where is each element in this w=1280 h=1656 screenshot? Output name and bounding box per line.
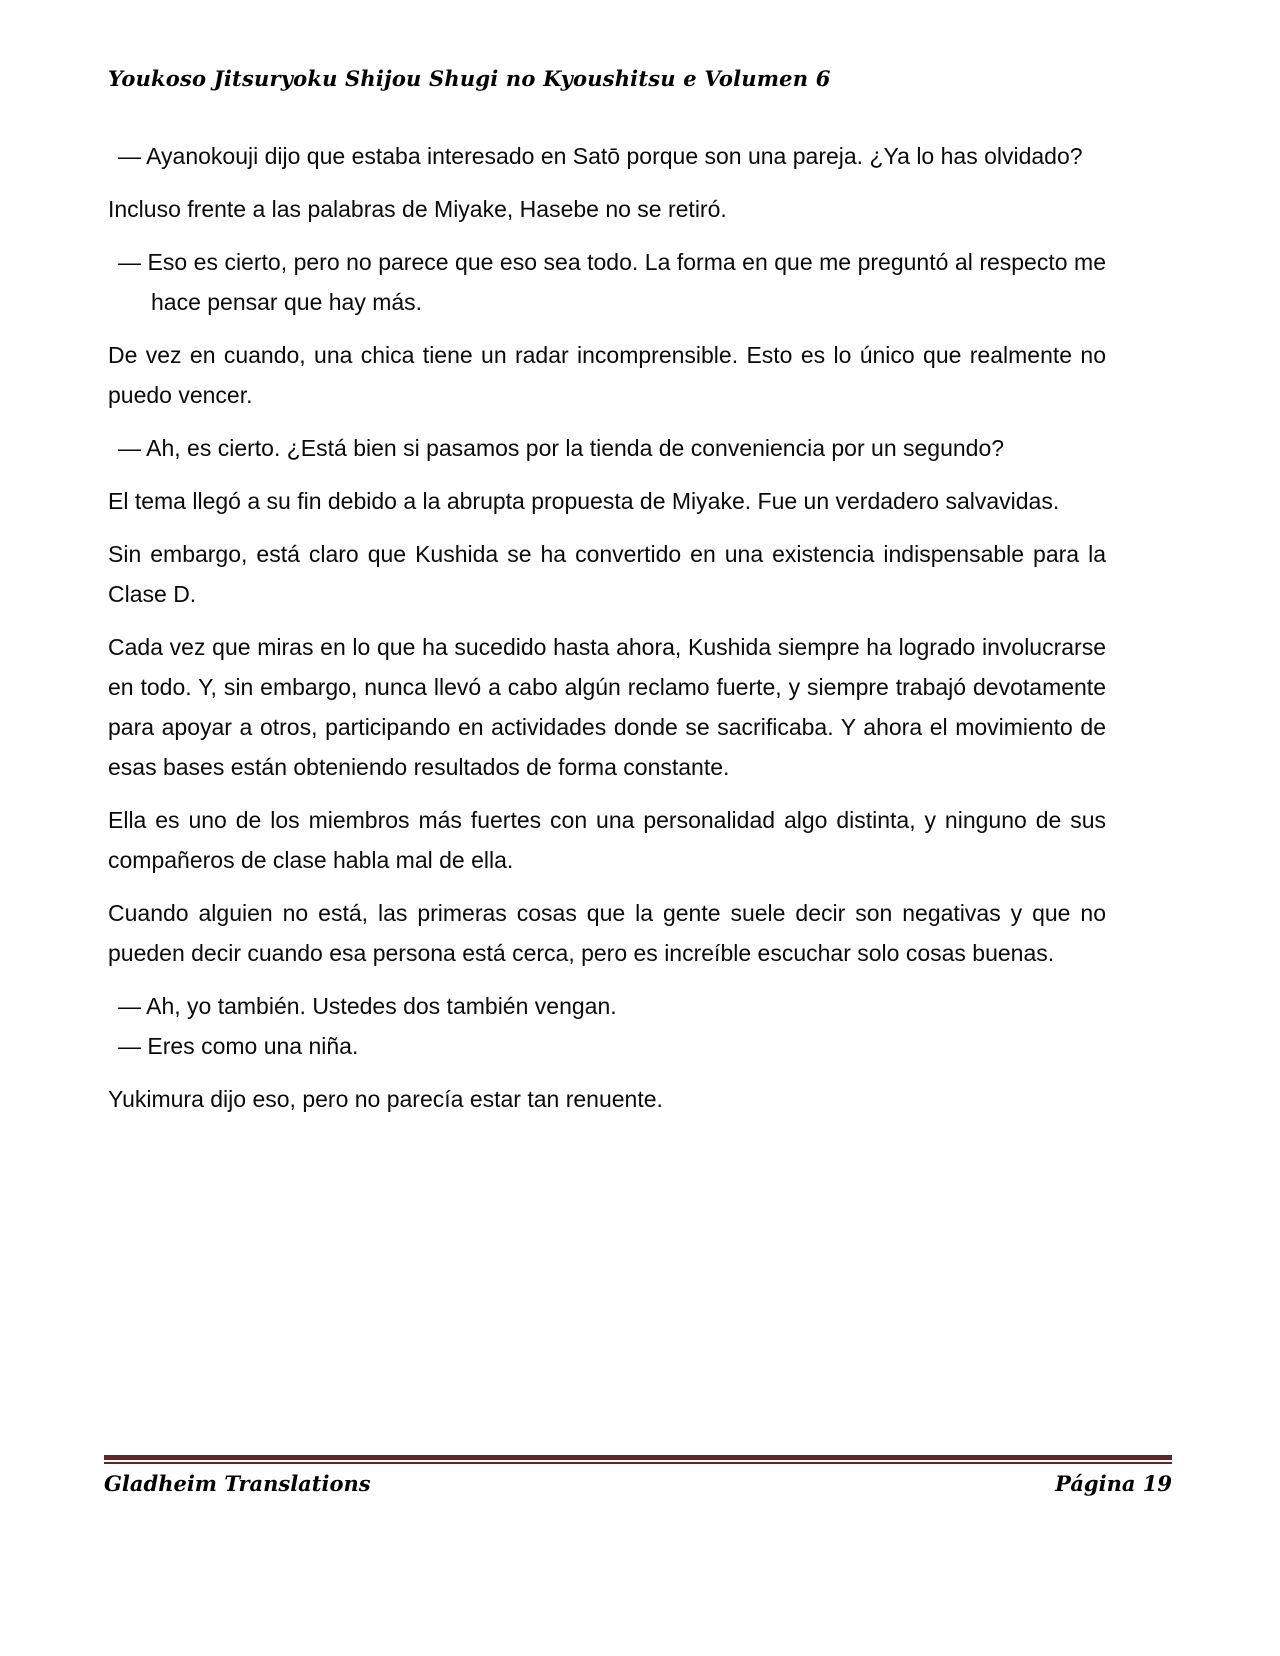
document-header-title: Youkoso Jitsuryoku Shijou Shugi no Kyoushitsu e Volumen 6 xyxy=(108,66,831,91)
footer-translator-credit: Gladheim Translations xyxy=(104,1471,371,1496)
body-paragraph: Ella es uno de los miembros más fuertes con una personalidad algo distinta, y ninguno de sus compañeros de clase habla mal de ella. xyxy=(108,807,1106,873)
body-paragraph: El tema llegó a su fin debido a la abrupta propuesta de Miyake. Fue un verdadero salvavidas. xyxy=(108,488,1060,514)
body-paragraph: Cada vez que miras en lo que ha sucedido hasta ahora, Kushida siempre ha logrado involucrarse en todo. Y, sin embargo, nunca llevó a cabo algún reclamo fuerte, y siempre trabajó devotamente para apoyar a otros, participando en actividades donde se sacrificaba. Y ahora el movimiento de esas bases están obteniendo resultados de forma constante. xyxy=(108,634,1106,780)
body-paragraph: Yukimura dijo eso, pero no parecía estar tan renuente. xyxy=(108,1086,663,1112)
body-paragraph: De vez en cuando, una chica tiene un radar incomprensible. Esto es lo único que realmente no puedo vencer. xyxy=(108,342,1106,408)
dialogue-paragraph: — Ah, yo también. Ustedes dos también vengan. xyxy=(118,993,617,1019)
body-paragraph: Incluso frente a las palabras de Miyake, Hasebe no se retiró. xyxy=(108,196,727,222)
document-footer xyxy=(104,1455,1172,1496)
footer-text-row xyxy=(104,1471,1172,1496)
dialogue-paragraph: — Eres como una niña. xyxy=(118,1033,359,1059)
body-paragraph: Cuando alguien no está, las primeras cosas que la gente suele decir son negativas y que no pueden decir cuando esa persona está cerca, pero es increíble escuchar solo cosas buenas. xyxy=(108,900,1106,966)
footer-page-number: Página 19 xyxy=(1055,1471,1172,1496)
dialogue-paragraph: — Ayanokouji dijo que estaba interesado en Satō porque son una pareja. ¿Ya lo has olvidado? xyxy=(118,143,1083,169)
document-body xyxy=(108,136,1106,1132)
dialogue-paragraph: — Ah, es cierto. ¿Está bien si pasamos por la tienda de conveniencia por un segundo? xyxy=(118,435,1005,461)
body-paragraph: Sin embargo, está claro que Kushida se ha convertido en una existencia indispensable para la Clase D. xyxy=(108,541,1106,607)
footer-rule xyxy=(104,1455,1172,1464)
dialogue-paragraph: — Eso es cierto, pero no parece que eso sea todo. La forma en que me preguntó al respecto me hace pensar que hay más. xyxy=(118,249,1106,315)
